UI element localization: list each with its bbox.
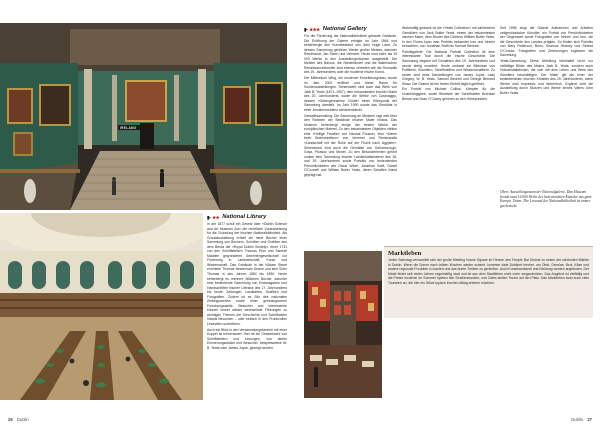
rating-stars: ★★★ [309,27,320,32]
market-info-box [384,246,593,318]
gallery-hall-photo [0,23,287,210]
paragraph: Für die Förderung der Nationalbibliothek gebaute Gebäude. Die Eröffnung der Galerie erfolgte im Jahr 1864 und beherbergte den Kunstbestand von John Hugh Lane, Zu dessen Sammlung gehörten Werke großer Meister, darunter Rembrandt, Jan Steen und Vermeer. Heute sind mehr als 15 000 Werke in den Ausstellungsräumen ausgestellt. Die Meister des Barock, die Niederländer und die italienischen Renaissancekünstler sind ebenso vertreten wie die Romantik des 19. Jahrhunderts oder die moderne irische Kunst. [304,34,397,75]
national-gallery-heading [304,26,397,33]
national-library-heading [207,214,287,221]
highlight-marker-icon: ▮▪ [207,215,211,220]
photo-caption: Oben: Ausstellungsraum der Nationalgalerie. Dan Museum besitzt rund 16.000 Werke der bedeutendsten Künstler aus ganz Europa. Unten: Der Lesesaal der Nationalbibliothek ist immer gut besucht. [500,190,592,209]
national-gallery-article [304,26,397,246]
paragraph: Seit 1998 zeigt die Galerie Aufnahmen und Arbeiten zeitgenössischer Künstler, ein Porträt von Persönlichkeiten der Gegenwart sowie Fotografien von Irinnen und Iren, die die Geschichte des Landes prägten. So finden sich Porträts von Mary Robinson, Bono, Seamus Heaney und Sinéad O’Connor. Fotografien und Zeichnungen ergänzen die Sammlung. [500,26,593,58]
reading-room-illustration [0,213,203,400]
market-photo [304,251,382,398]
paragraph: Yeats-Sammlung: Diese Abteilung beinhaltet nicht nur vielfältige Bilder des Malers Jack B. Yeats, sondern auch Videoinstallationen, die sich mit dem Leben und Werk des Künstlers beschäftigen. Der Maler gilt als einer der bedeutendsten irischen Künstler des 20. Jahrhunderts, seine Werke sind expressiv und farbenfroh. Ergänzt wird die Ausstellung durch Skizzen und Werke seines Vaters John Butler Yeats. [500,59,593,95]
paragraph: Auch ein Blick in den Versammlungsbereich mit einer Kuppel ist lohnenswert: Hier ist ein Gesamtwerk von Schriftstellern und Lesungen, von denen Erinnerungsstücke und Besucher, beispielsweise W. B. Yeats oder James Joyce, gezeigt werden. [207,327,287,350]
highlight-marker-icon: ▮▪ [304,27,308,32]
portrait-gallery-article [402,26,495,246]
rating-stars: ★★ [212,215,220,220]
national-library-article [207,214,287,394]
paragraph: Der Millennium Wing, ein moderner Erweiterungsbau, wurde im Jahr 2002 eröffnet und bietet Raum für Sonderausstellungen. Sehenswert sind auch das Werk von Jack B. Yeats (1871–1957), dem bekanntesten irischen Maler des 20. Jahrhunderts, sowie die Werke von Caravaggio, dessen »Gefangennahme Christi« einen Höhepunkt der Sammlung darstellt. Im Jahr 1990 wurde das Gemälde in einer Jesuitenresidenz wiederentdeckt. [304,76,397,112]
national-library-title: National Library [222,214,267,220]
market-box-body: Jeden Samstag verwandelt sich der große Meeting House Square im Herzen des Temple Bar District zu einem der schönsten Märkte in Dublin. Wenn die Sonne nach trüben Wochen wieder scheint, kommen viele Dubliner hierher, um Obst, Gemüse, Brot, Käse und andere regionale Produkte zu kaufen und das bunte Treiben zu genießen. Auch Kunsthandwerk und Kleidung werden angeboten. Der Markt findet seit vielen Jahren regelmäßig statt und ist aus dem Stadtleben nicht mehr wegzudenken. Das Angebot ist vielfältig und die Preise moderat. Im Sommer spielen hier Straßenmusiker, und Cafés stellen Tische auf den Platz. Das Marktleben lockt auch viele Touristen an, die hier ein Stück typisch irischen Alltag erleben möchten. [388,258,589,285]
ireland-wall-sign: IRELAND [120,125,137,130]
gallery-hall-illustration [0,23,287,210]
paragraph: Ein Porträt von Michael Collins, Kämpfer für die Unabhängigkeit, sowie Bildnisse der Schriftsteller Brendan Behan und Sean O’Casey gehören zu den Höhepunkten. [402,87,495,101]
market-box-title: Marktleben [388,250,422,257]
right-section-name: Dublin [571,417,584,422]
paragraph: In der 1877 schuf ein Gesetz über »Dublin Science and Art Museum Act« die rechtliche Voraussetzung für die Gründung der irischen Nationalbibliothek. Als Grundausstattung erhielt sie neue Bücher einer Sammlung von Büchern, Schriften und Grafiken aus dem Besitz der »Royal Dublin Society«, einer 1731 von den Schriftstellern Thomas Prior und Samuel Madden gegründeten Gelehrtengesellschaft zur Förderung in Landwirtschaft, Kunst und Wissenschaft. Das Gebäude in der Kildare Street errichtete Thomas Newenham Deane und sein Sohn Thomas in den Jahren 1884 bis 1890. Heute beherbergt es mehrere Millionen Bücher, darunter eine bedeutende Sammlung von Erstausgaben und Handschriften irischer Literatur des 17. Jahrhunderts bis heute, Zeitungen, Landkarten, Grafiken und Fotografien. Zudem ist es Sitz des nationalen Zeitungsarchivs sowie einer genealogischen Forschungsstelle. Besucher und Interessierte können immer wieder wechselnde Führungen zu wichtigen Themen der Geschichte und Schriftsteller Irlands besuchen – oder einfach in den Prunkvollen Lesesälen schmökern. [207,222,287,327]
paragraph: Porträtgalerie: Die National Portrait Collection ist eine interessante Tour durch die irische Geschichte. Die Sammlung begann mit Gemälden des 19. Jahrhunderts und wurde stetig erweitert. Heute umfasst sie Bildnisse von Politikern, Künstlern, Schriftstellern und Wissenschaftlern. Zu sehen sind etwa Darstellungen von James Joyce, Lady Gregory, W. B. Yeats, Samuel Beckett und George Bernard Shaw. Die Galerie ist bei freiem Eintritt täglich geöffnet. [402,49,495,86]
yeats-collection-article [500,26,593,184]
left-page-number: 26 [8,417,13,422]
paragraph: Wahrhaftig gedacht ist die »Yeats Collection« mit zahlreichen Gemälden von Jack Butler Yeats, einem der bekanntesten irischen Maler, dem Bruder des Dichters William Butler Yeats. In den Fluren kann man Porträts bekannter Iren und Irinnen betrachten, von Jonathan Swift bis Samuel Beckett. [402,26,495,49]
market-illustration [304,251,382,398]
right-page-footer [571,417,592,422]
national-gallery-title: National Gallery [322,26,367,32]
paragraph: Geniallesammlung: Die Sammlung an Meistern ragt weit über den Rahmen der Bestände irischer Maler hinaus. Das Museum beherbergt einige der besten Werke der europäischen Malerei. Zu den bekanntesten Objekten zählen eine »Heilige Familie« von Nicolas Poussin, eine »Dame beim Briefschreiben« von Vermeer und Rembrandts »Landschaft mit der Ruhe auf der Flucht nach Ägypten«. Sehenswert sind auch die Gemälde von Gainsborough, Goya, Picasso und Monet. Zu den Besonderheiten gehört zudem eine Sammlung irischer Landschaftsmalerei des 18. und 19. Jahrhunderts sowie Porträts von bedeutenden Persönlichkeiten wie Oscar Wilde, Jonathan Swift, Daniel O’Connell und William Butler Yeats, deren Schaffen Irland geprägt hat. [304,113,397,177]
left-page-footer [8,417,29,422]
library-reading-room-photo [0,213,203,400]
left-section-name: Dublin [16,417,29,422]
right-page-number: 27 [587,417,592,422]
